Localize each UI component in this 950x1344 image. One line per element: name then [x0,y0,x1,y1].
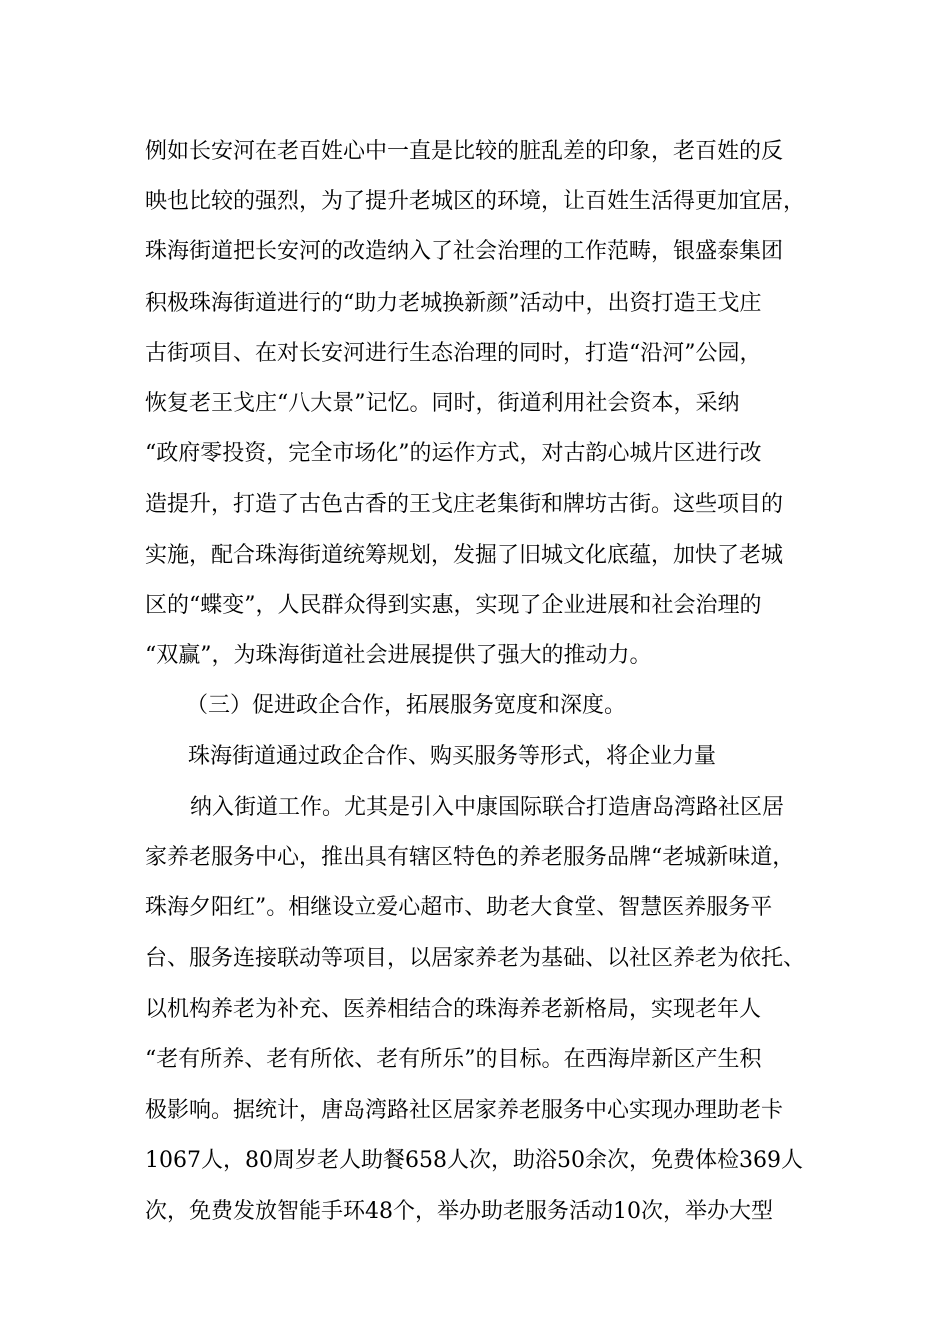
body-text-line: 例如长安河在老百姓心中一直是比较的脏乱差的印象，老百姓的反 [145,139,784,164]
body-text-line: 极影响。据统计，唐岛湾路社区居家养老服务中心实现办理助老卡 [145,1098,784,1123]
body-text-line: 纳入街道工作。尤其是引入中康国际联合打造唐岛湾路社区居 [190,795,785,820]
body-text-line: “双赢”，为珠海街道社会进展提供了强大的推动力。 [145,643,652,668]
body-text-line: 区的“蝶变”，人民群众得到实惠，实现了企业进展和社会治理的 [145,593,762,618]
body-text-line: 以机构养老为补充、医养相结合的珠海养老新格局，实现老年人 [145,997,762,1022]
body-text-line: 珠海街道把长安河的改造纳入了社会治理的工作范畴，银盛泰集团 [145,239,784,264]
body-text-line: 恢复老王戈庄“八大景”记忆。同时，街道利用社会资本，采纳 [145,391,740,416]
body-text-line: “老有所养、老有所依、老有所乐”的目标。在西海岸新区产生积 [145,1047,762,1072]
section-heading: （三）促进政企合作，拓展服务宽度和深度。 [186,693,627,718]
body-text-line: 映也比较的强烈，为了提升老城区的环境，让百姓生活得更加宜居， [145,189,806,214]
body-text-line: 实施，配合珠海街道统筹规划，发掘了旧城文化底蕴，加快了老城 [145,543,784,568]
body-text-line: 古街项目、在对长安河进行生态治理的同时，打造“沿河”公园， [145,341,762,366]
body-text-line: 积极珠海街道进行的“助力老城换新颜”活动中，出资打造王戈庄 [145,291,762,316]
body-text-line: “政府零投资，完全市场化”的运作方式，对古韵心城片区进行改 [145,441,762,466]
body-text-line: 台、服务连接联动等项目，以居家养老为基础、以社区养老为依托、 [145,946,806,971]
body-text-line: 1067人，80周岁老人助餐658人次，助浴50余次，免费体检369人 [145,1148,803,1173]
body-text-line: 造提升，打造了古色古香的王戈庄老集街和牌坊古街。这些项目的 [145,492,784,517]
body-text-line: 珠海夕阳红”。相继设立爱心超市、助老大食堂、智慧医养服务平 [145,895,773,920]
body-text-line: 家养老服务中心，推出具有辖区特色的养老服务品牌“老城新味道， [145,845,795,870]
body-text-line: 珠海街道通过政企合作、购买服务等形式，将企业力量 [188,744,717,769]
body-text-line: 次，免费发放智能手环48个，举办助老服务活动10次，举办大型 [145,1199,773,1224]
